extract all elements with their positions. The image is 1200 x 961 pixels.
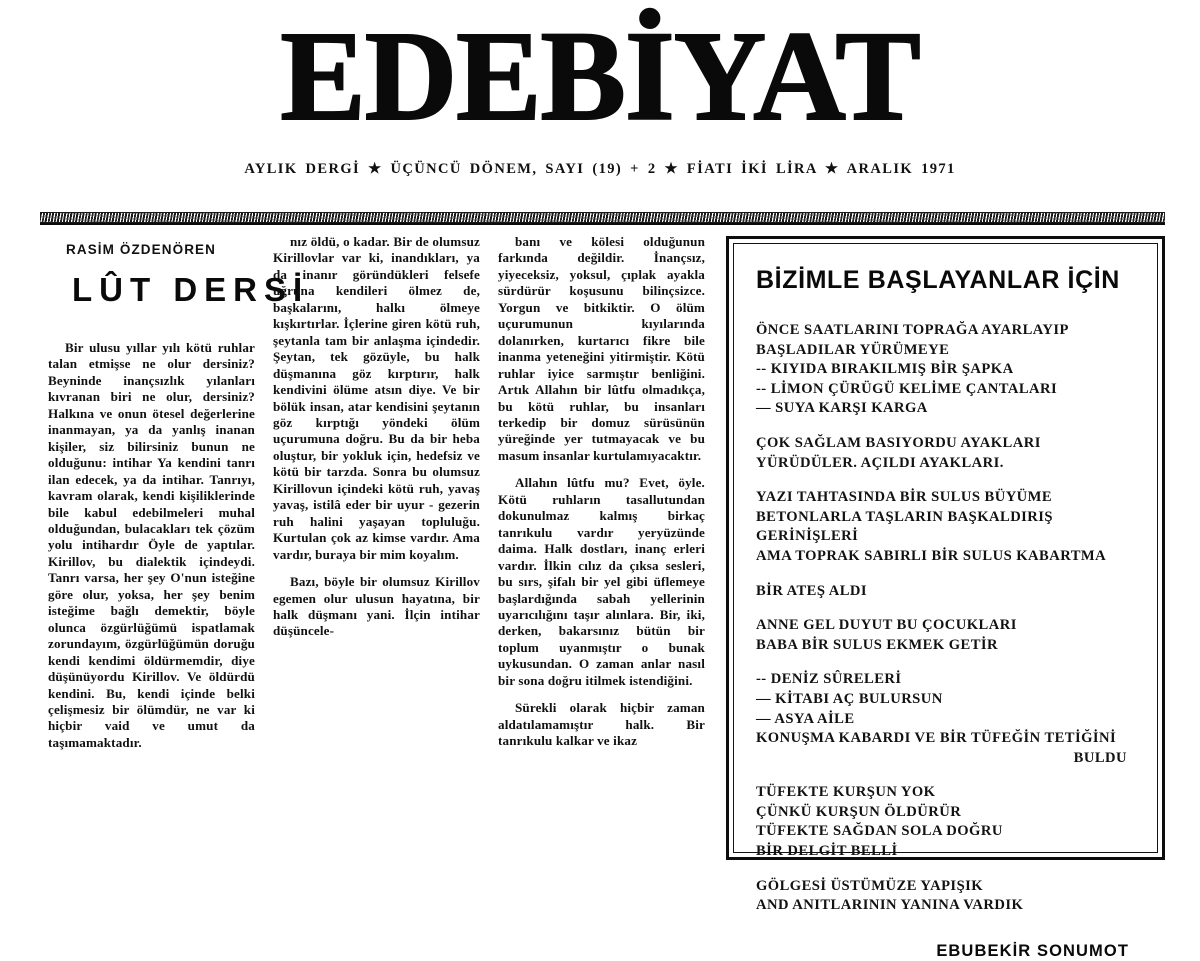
poem-line: ÖNCE SAATLARINI TOPRAĞA AYARLAYIP xyxy=(756,322,1069,338)
poem-line: ANNE GEL DUYUT BU ÇOCUKLARI xyxy=(756,617,1017,634)
article-byline: RASİM ÖZDENÖREN xyxy=(66,242,217,257)
poem-line: -- KIYIDA BIRAKILMIŞ BİR ŞAPKA xyxy=(756,361,1014,378)
poem-line: GÖLGESİ ÜSTÜMÜZE YAPIŞIK xyxy=(756,877,984,894)
poem-line: YÜRÜDÜLER. AÇILDI AYAKLARI. xyxy=(756,454,1004,471)
article-paragraph: Bir ulusu yıllar yılı kötü ruhlar talan etmişse ne olur dersiniz? Beyninde inançsızlık yılanları kıvranan biri ne olur, dersiniz? Halkına ve onun ötesel değerlerine inanmayan, ya da yanlış inanan kişiler, siz bilirsiniz bunun ne olduğunu: intihar Ya kendini tanrı ilan edecek, ya da intihar. Tanrıyı, kavram olarak, kendi kişiliklerinde bile kabul edebilmeleri muhal olduğundan, bulacakları tek çözüm yolu intihardır Öyle de yaptılar. Kirillov, bu dialektik içindeydi. Tanrı varsa, her şey O'nun isteğine göre olur, yoksa, her şey benim isteğime bağlı demektir, böyle olunca özgürlüğümü ispatlamak zorundayım, özgürlüğümün doruğu kendi kendimi öldürmemdir, diye düşünüyordu Kirillov. Ve öldürdü kendini. Bu, kendi içinde belki çelişmesiz bir ölümdür, ne var ki hiçbir vaid ve umut da taşımamaktadır. xyxy=(48,340,255,750)
poem-line: ÇOK SAĞLAM BASIYORDU AYAKLARI xyxy=(756,434,1041,451)
poem-stanza xyxy=(756,582,1137,602)
poem-stanza xyxy=(756,783,1137,861)
poem-line: BABA BİR SULUS EKMEK GETİR xyxy=(756,636,999,653)
poem-line: -- LİMON ÇÜRÜGÜ KELİME ÇANTALARI xyxy=(756,380,1058,397)
masthead-subtitle: AYLIK DERGİ ★ ÜÇÜNCÜ DÖNEM, SAYI (19) + 2 ★ FİATI İKİ LİRA ★ ARALIK 1971 xyxy=(244,161,956,178)
page-body xyxy=(0,232,1200,960)
article-column-1 xyxy=(48,340,255,864)
poem-line: YAZI TAHTASINDA BİR SULUS BÜYÜME xyxy=(756,489,1053,506)
poem-line: — KİTABI AÇ BULURSUN xyxy=(756,690,943,707)
article-title: LÛT DERSİ xyxy=(72,271,310,308)
poem-line: BİR ATEŞ ALDI xyxy=(756,582,868,599)
poem-heading: BİZİMLE BAŞLAYANLAR İÇİN xyxy=(756,266,1120,294)
poem-line: — SUYA KARŞI KARGA xyxy=(756,400,928,417)
article-paragraph: Sürekli olarak hiçbir zaman aldatılamamıştır halk. Bir tanrıkulu kalkar ve ikaz xyxy=(498,700,705,749)
poem-line: — ASYA AİLE xyxy=(756,710,855,727)
poem-stanza xyxy=(756,670,1137,768)
article-column-2 xyxy=(273,234,480,864)
poem-line: AND ANITLARININ YANINA VARDIK xyxy=(756,897,1024,914)
article-paragraph: nız öldü, o kadar. Bir de olumsuz Kirillovlar var ki, inandıkları, ya da inanır göründükleri felsefe uğruna kendileri ölmez de, başkalarını, halkı ölmeye kışkırtırlar. İçlerine giren kötü ruh, şeytanla tam bir anlaşma içindedir. Şeytan, tek gözüyle, bu halk düşmanına göz kırptırır, halk kendivini ölüme atsın diye. Ve bir bölük insan, atar kendisini şeytanın göz kırptığı yöndeki ölüm uçurumuna doğru. Bu da bir heba oluştur, bir yokluk için, hedefsiz ve kötü bir tarzda. Sonra bu olumsuz Kirillovun içindeki kötü ruh, yavaş yavaş, istilâ eder bir uyur - gezerin ruh halini yaşayan topluluğu. Kurtulan çok az kimse vardır. Ama vardır, buraya bir mim koyalım. xyxy=(273,234,480,562)
article xyxy=(40,232,712,864)
poem-stanza xyxy=(756,434,1137,473)
article-paragraph: banı ve kölesi olduğunun farkında değildir. İnançsız, yiyeceksiz, yoksul, çıplak ayakla sürdürür koşusunu bilinçsizce. Yorgun ve bitkiktir. O ölüm uçurumunun kıyılarında dolanırken, kurtarıcı fikre bile inanma yeteneğini yitirmiştir. Kötü ruhlar iyice sarmıştır benliğini. Artık Allahın bir lûtfu olmadıkça, bu kötü ruhlar, bu insanları terkedip bir domuz sürüsünün yüreğinde yer tutmayacak ve bu masum insanlar kurtulamıyacaktır. xyxy=(498,234,705,463)
poem-stanza xyxy=(756,488,1137,566)
poem-signature: EBUBEKİR SONUMOT xyxy=(936,941,1129,960)
poem-line: TÜFEKTE SAĞDAN SOLA DOĞRU xyxy=(756,823,1003,840)
poem-line: AMA TOPRAK SABIRLI BİR SULUS KABARTMA xyxy=(756,547,1107,564)
poem-line: KONUŞMA KABARDI VE BİR TÜFEĞİN TETİĞİNİ xyxy=(756,730,1117,747)
poem-line-right: BULDU xyxy=(1073,749,1127,766)
masthead xyxy=(0,0,1200,178)
poem-stanzas xyxy=(756,321,1137,916)
poem-box-inner xyxy=(733,243,1158,960)
poem-line: -- DENİZ SÛRELERİ xyxy=(756,671,902,688)
poem-line: BİR DELGİT BELLİ xyxy=(756,843,898,860)
poem-line: BETONLARLA TAŞLARIN BAŞKALDIRIŞ GERİNİŞLERİ xyxy=(756,508,1053,545)
article-paragraph: Bazı, böyle bir olumsuz Kirillov egemen olur ulusun hayatına, bir halk düşmanı yani. İlçin intihar düşüncele- xyxy=(273,574,480,639)
poem-stanza xyxy=(756,321,1137,419)
poem-line: BAŞLADILAR YÜRÜMEYE xyxy=(756,341,950,358)
article-paragraph: Allahın lûtfu mu? Evet, öyle. Kötü ruhların tasallutundan dokunulmaz kalmış birkaç tanrıkulu vardır yeryüzünde daima. Halk dostları, inanç erleri vardır. İlkin cılız da çıksa sesleri, bu sırs, şifalı bir yel gibi üflemeye başlardığında sabah yellerinin uyarıcılığını taşır alınlara. Bir, iki, derken, bakarsınız bütün bir toplum uyanmıştır o bunak uykusundan. O zaman anlar nasıl bir sona doğru itilmek istendiğini. xyxy=(498,475,705,688)
poem-box xyxy=(726,236,1165,960)
poem-stanza xyxy=(756,877,1137,916)
magazine-title: EDEBİYAT xyxy=(280,5,920,147)
poem-line: ÇÜNKÜ KURŞUN ÖLDÜRÜR xyxy=(756,803,962,820)
article-columns xyxy=(40,232,712,864)
article-column-3 xyxy=(498,234,705,864)
poem-line: TÜFEKTE KURŞUN YOK xyxy=(756,784,936,801)
ornamental-divider-thin xyxy=(40,223,1165,225)
poem-stanza xyxy=(756,616,1137,655)
ornamental-divider xyxy=(40,212,1165,223)
